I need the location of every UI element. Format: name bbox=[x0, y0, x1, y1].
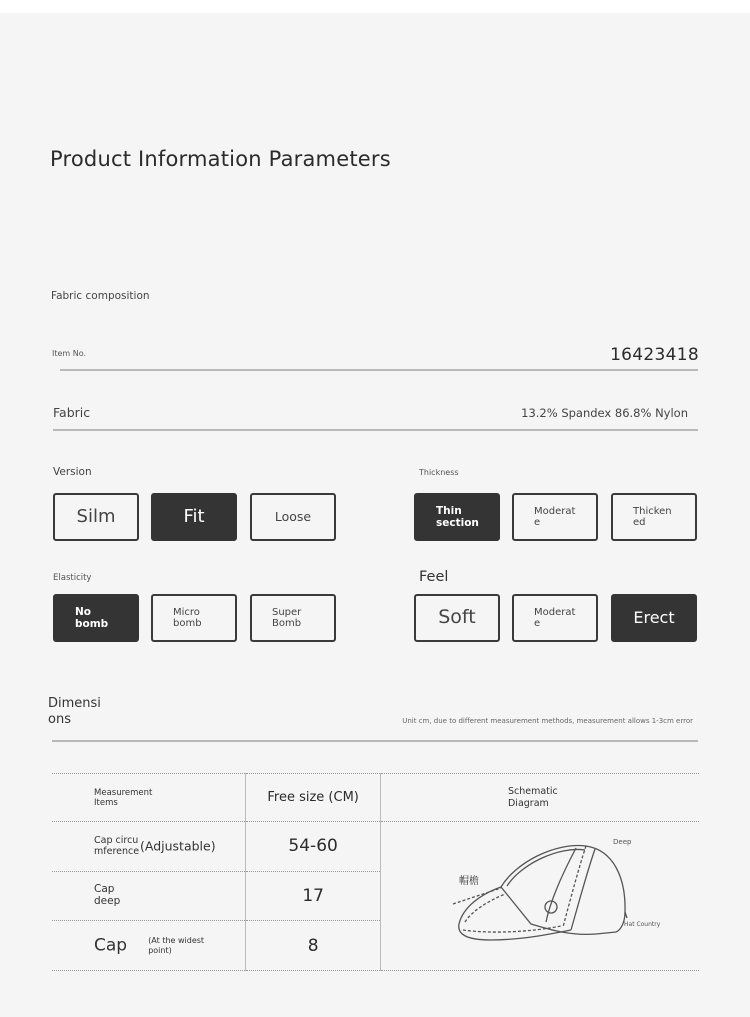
cap-circumference-qualifier: (Adjustable) bbox=[140, 838, 216, 854]
cap-qualifier: (At the widest point) bbox=[148, 935, 205, 955]
elasticity-option-no-bomb bbox=[53, 594, 139, 642]
elasticity-label: Elasticity bbox=[53, 573, 92, 583]
header-free-size: Free size (CM) bbox=[246, 774, 381, 822]
fabric-value: 13.2% Spandex 86.8% Nylon bbox=[521, 406, 688, 420]
fabric-composition-heading: Fabric composition bbox=[51, 290, 150, 302]
product-info-sheet bbox=[0, 13, 750, 1017]
version-label: Version bbox=[53, 466, 92, 478]
version-option-loose: Loose bbox=[250, 493, 336, 541]
thickness-option-thin bbox=[414, 493, 500, 541]
cap-schematic-diagram bbox=[381, 822, 699, 966]
header-schematic bbox=[380, 774, 699, 822]
table-row bbox=[52, 822, 699, 872]
header-measurement-items bbox=[52, 774, 246, 822]
thickness-option-thin-text: Thin section bbox=[436, 504, 479, 529]
thickness-option-thickened bbox=[611, 493, 697, 541]
header-schematic-text: Schematic Diagram bbox=[507, 785, 558, 809]
item-no-label: Item No. bbox=[52, 349, 87, 358]
cap-deep-label: Cap deep bbox=[94, 883, 121, 908]
feel-option-moderate-text: Moderate bbox=[534, 606, 576, 629]
measurement-note: Unit cm, due to different measurement methods, measurement allows 1-3cm error bbox=[402, 717, 693, 725]
schematic-deep-label: Deep bbox=[612, 838, 632, 846]
elasticity-option-no-bomb-text: No bomb bbox=[75, 605, 109, 630]
elasticity-option-super-bomb-text: Super Bomb bbox=[272, 606, 302, 629]
cap-label: Cap bbox=[94, 935, 128, 956]
schematic-brim-label: 帽檐 bbox=[458, 876, 479, 887]
version-option-silm: Silm bbox=[53, 493, 139, 541]
header-measurement-items-text: Measurement Items bbox=[94, 787, 153, 808]
thickness-option-moderate-text: Moderate bbox=[534, 505, 576, 528]
feel-option-erect: Erect bbox=[611, 594, 697, 642]
row-label-cap-deep bbox=[52, 871, 246, 921]
feel-label: Feel bbox=[419, 569, 449, 585]
version-option-fit: Fit bbox=[151, 493, 237, 541]
item-no-value: 16423418 bbox=[610, 345, 699, 365]
table-header-row bbox=[52, 774, 699, 822]
schematic-cell bbox=[380, 822, 699, 971]
fabric-label: Fabric bbox=[53, 405, 91, 420]
dimensions-heading: Dimensions bbox=[48, 696, 101, 727]
thickness-option-thickened-text: Thickened bbox=[633, 505, 672, 528]
page-title: Product Information Parameters bbox=[50, 147, 391, 171]
thickness-option-moderate bbox=[512, 493, 598, 541]
dimensions-divider bbox=[52, 740, 698, 742]
item-divider bbox=[60, 369, 698, 371]
elasticity-option-micro-bomb-text: Micro bomb bbox=[173, 606, 202, 629]
elasticity-option-super-bomb bbox=[250, 594, 336, 642]
cap-circumference-value: 54-60 bbox=[246, 822, 381, 872]
cap-value: 8 bbox=[246, 921, 381, 971]
feel-option-soft: Soft bbox=[414, 594, 500, 642]
fabric-divider bbox=[53, 429, 698, 431]
row-label-cap bbox=[52, 921, 246, 971]
cap-deep-value: 17 bbox=[246, 871, 381, 921]
measurement-table bbox=[52, 773, 699, 971]
feel-option-moderate bbox=[512, 594, 598, 642]
thickness-label: Thickness bbox=[419, 468, 459, 477]
row-label-cap-circumference bbox=[52, 822, 246, 872]
schematic-hat-country-label: Hat Country bbox=[623, 921, 661, 928]
cap-circumference-label: Cap circumference bbox=[94, 835, 140, 858]
elasticity-option-micro-bomb bbox=[151, 594, 237, 642]
